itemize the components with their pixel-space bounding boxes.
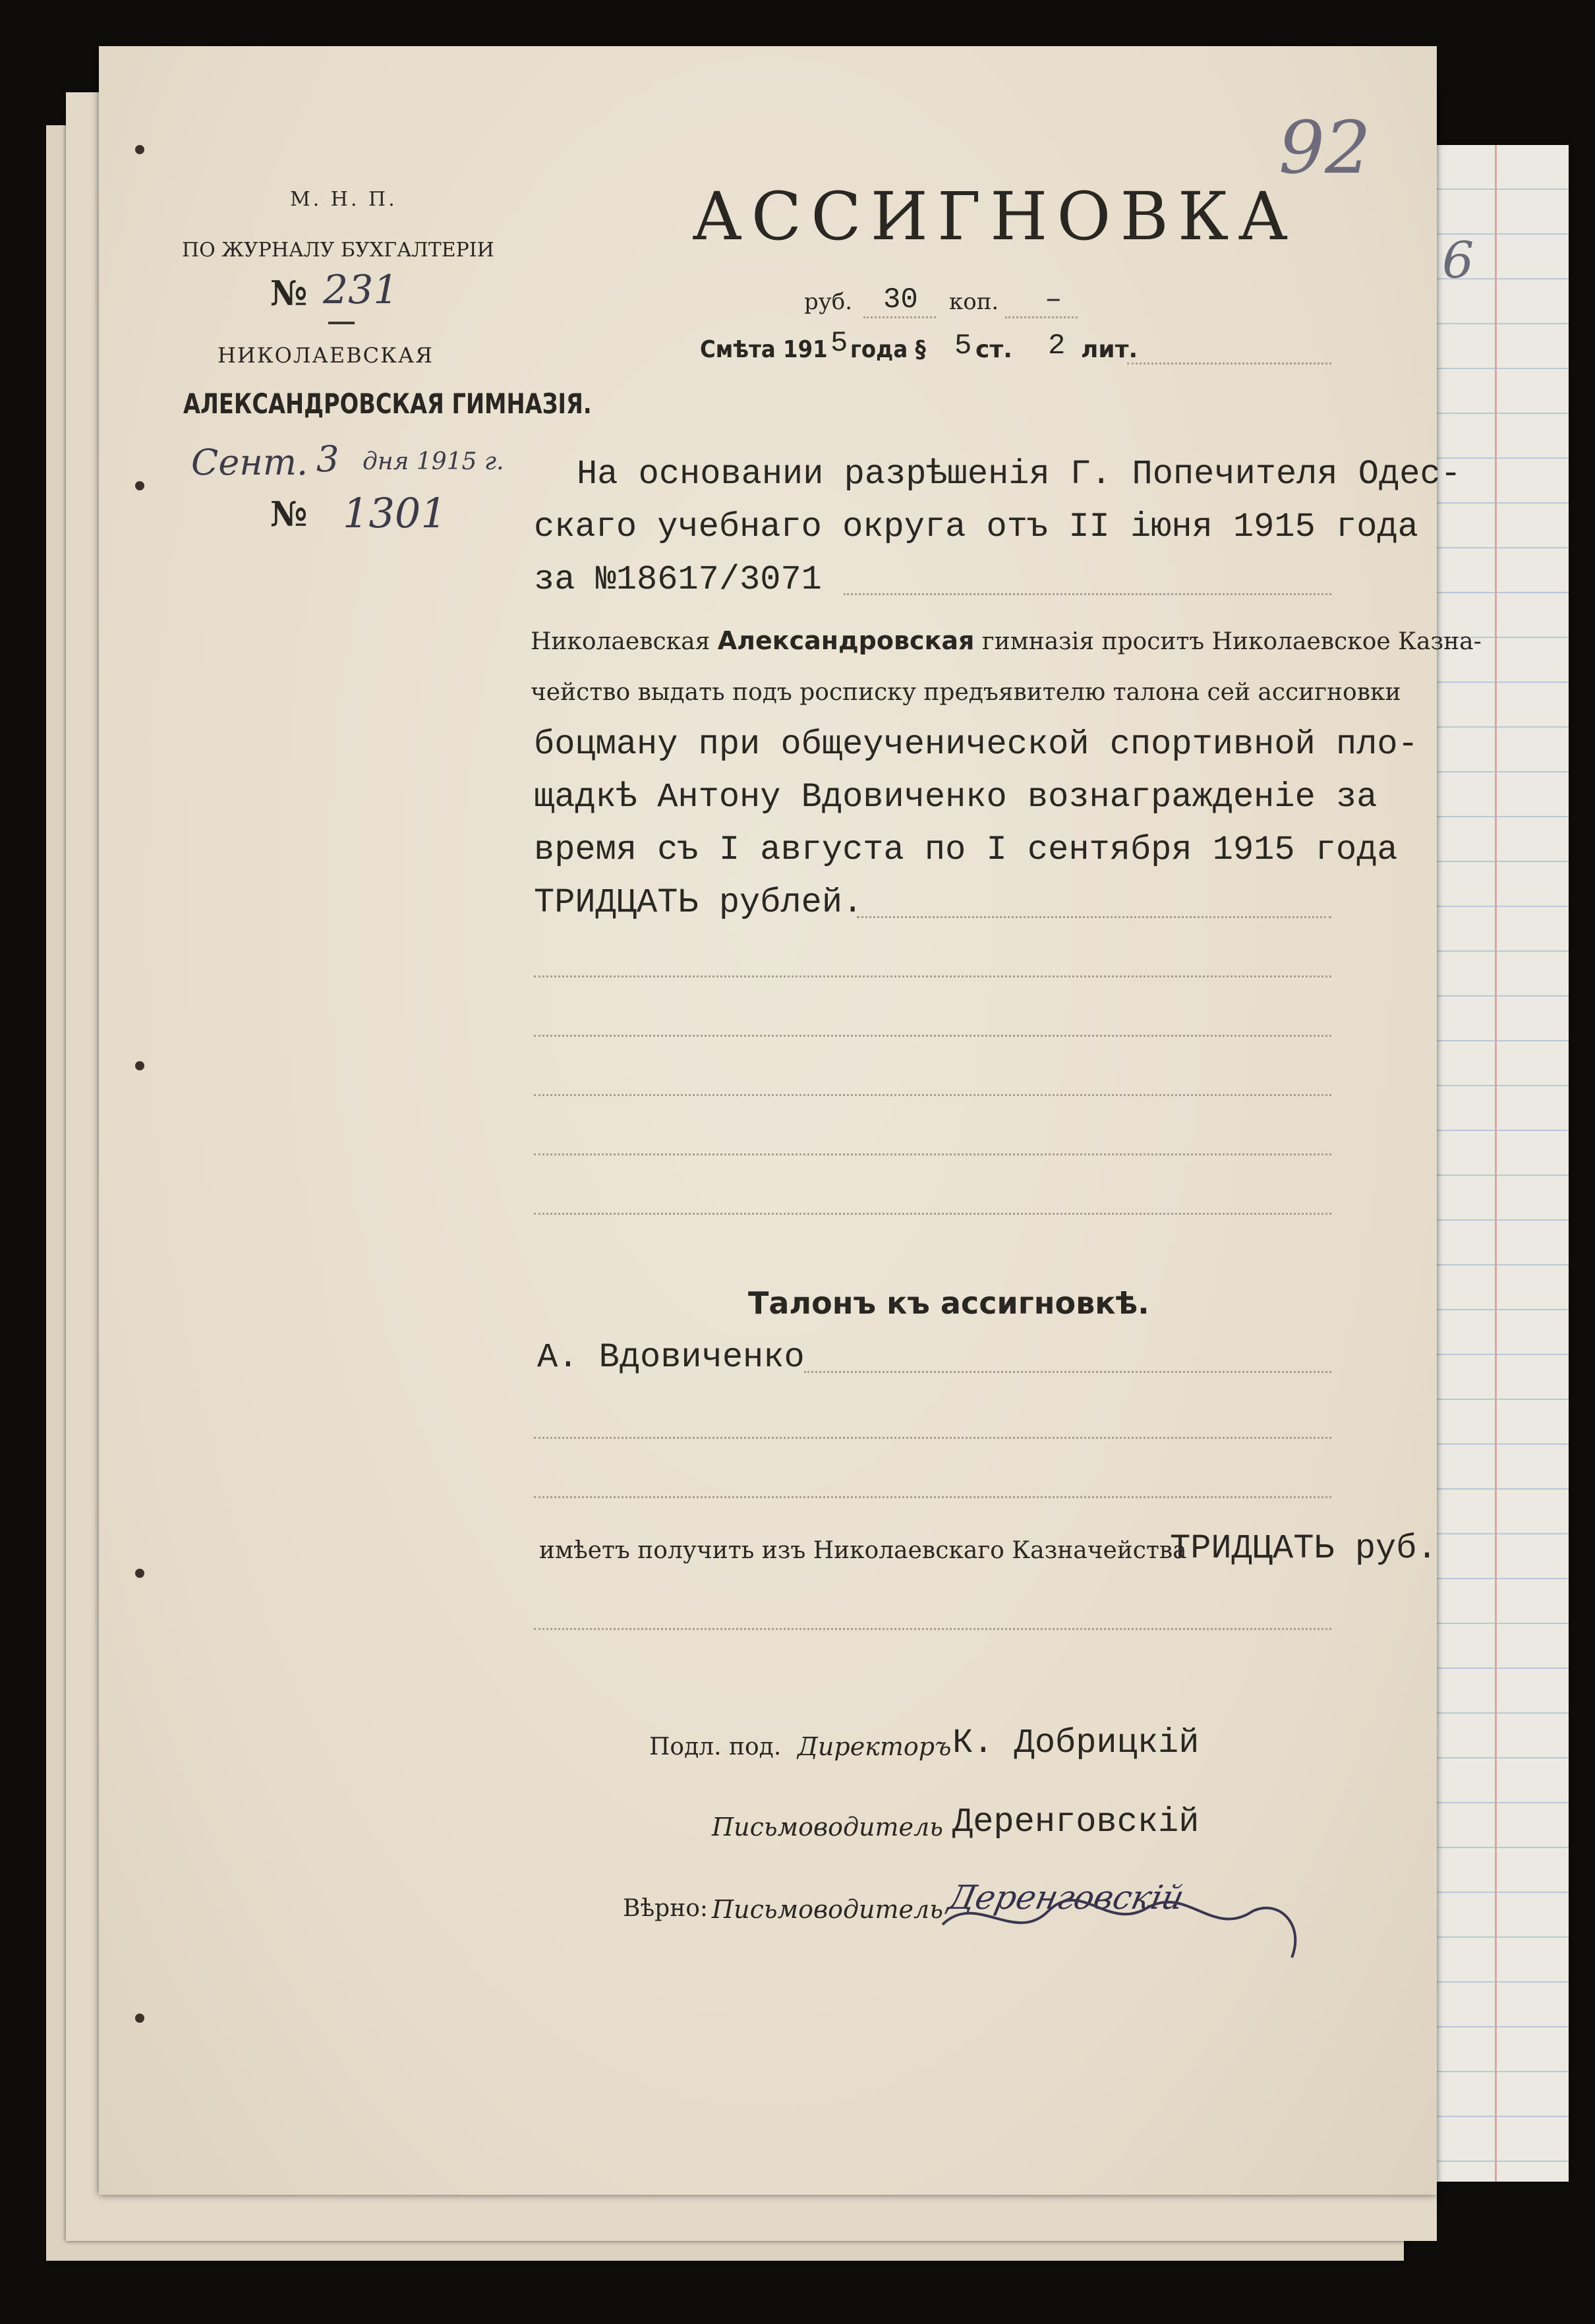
journal-number: 231 (323, 267, 399, 313)
director-label: Директоръ (798, 1732, 952, 1761)
binding-hole (135, 1569, 144, 1578)
binding-hole (135, 481, 144, 490)
estimate-mid: года § (850, 336, 926, 363)
clerk-signature: Деренговскій (944, 1878, 1188, 1917)
registration-number: 1301 (343, 489, 447, 537)
signed-label: Подл. под. (649, 1733, 782, 1760)
request-city: Николаевская (531, 628, 710, 655)
clerk-label: Письмоводитель (712, 1813, 943, 1842)
talon-blank-rule (534, 1496, 1331, 1498)
city-label: НИКОЛАЕВСКАЯ (218, 343, 434, 368)
date-day: 3 (316, 438, 339, 480)
request-line-1 (531, 626, 1482, 655)
kop-value: – (1045, 283, 1062, 316)
binding-hole (135, 145, 144, 154)
estimate-rule (1127, 363, 1331, 364)
payment-line-2: щадкѣ Антону Вдовиченко вознагражденіе за (534, 778, 1378, 817)
receive-rule (534, 1628, 1331, 1630)
clerk-name: Деренговскій (952, 1803, 1200, 1842)
director-name: К. Добрицкій (952, 1724, 1200, 1762)
basis-rule (844, 593, 1331, 595)
request-text: гимназія проситъ Николаевское Казна- (981, 628, 1482, 655)
document-title: АССИГНОВКА (692, 178, 1297, 255)
receive-amount: ТРИДЦАТЬ руб. (1170, 1529, 1437, 1568)
blank-rule (534, 1153, 1331, 1155)
request-line-2: чейство выдать подъ росписку предъявителю талона сей ассигновки (531, 679, 1401, 706)
receive-label: имѣетъ получить изъ Николаевскаго Казначейства (539, 1537, 1187, 1564)
blank-rule (534, 1213, 1331, 1215)
talon-name: А. Вдовиченко (537, 1338, 805, 1377)
talon-title: Талонъ къ ассигновкѣ. (748, 1285, 1149, 1321)
ministry-label: М. Н. П. (290, 188, 397, 211)
journal-number-prefix: № (270, 274, 308, 314)
school-label: АЛЕКСАНДРОВСКАЯ ГИМНАЗІЯ. (183, 388, 592, 420)
estimate-label: Смѣта 191 (700, 336, 828, 363)
estimate-year: 5 (830, 327, 848, 360)
article-label: ст. (975, 336, 1012, 363)
clerk-label-2: Письмоводитель (712, 1895, 943, 1924)
header-divider (328, 322, 355, 324)
request-school: Александровская (717, 626, 975, 655)
payment-line-1: боцману при общеученической спортивной пло- (534, 725, 1418, 764)
kop-rule (1005, 316, 1078, 318)
rub-value: 30 (883, 283, 918, 316)
binding-hole (135, 1061, 144, 1070)
signature-flourish (936, 1885, 1331, 1990)
blank-rule (534, 1035, 1331, 1037)
date-suffix: дня 1915 г. (362, 448, 504, 475)
basis-line-1: На основании разрѣшенія Г. Попечителя Одес- (577, 455, 1461, 494)
section-value: 5 (954, 330, 972, 363)
basis-line-2: скаго учебнаго округа отъ II іюня 1915 года (534, 508, 1418, 546)
page-number: 92 (1279, 105, 1371, 190)
payment-rule (857, 916, 1331, 918)
letter-value: 2 (1048, 330, 1066, 363)
rub-label: руб. (804, 289, 853, 315)
date-month: Сент. (191, 442, 308, 483)
kop-label: коп. (949, 289, 999, 315)
rub-rule (863, 316, 936, 318)
margin-rule (1495, 145, 1497, 2182)
talon-blank-rule (534, 1437, 1331, 1439)
basis-line-3: за №18617/3071 (534, 560, 822, 599)
document-page (99, 46, 1482, 2195)
blank-rule (534, 1094, 1331, 1096)
true-copy-label: Вѣрно: (623, 1895, 709, 1922)
payment-line-4: ТРИДЦАТЬ рублей. (534, 883, 863, 922)
binding-hole (135, 2014, 144, 2023)
letter-label: лит. (1081, 336, 1138, 363)
journal-label: ПО ЖУРНАЛУ БУХГАЛТЕРІИ (182, 239, 494, 262)
payment-line-3: время съ I августа по I сентября 1915 года (534, 830, 1398, 869)
number-prefix: № (270, 494, 308, 535)
talon-name-rule (804, 1371, 1331, 1373)
blank-rule (534, 975, 1331, 977)
lined-paper-right (1437, 145, 1569, 2182)
page-number-right: 6 (1442, 231, 1474, 289)
